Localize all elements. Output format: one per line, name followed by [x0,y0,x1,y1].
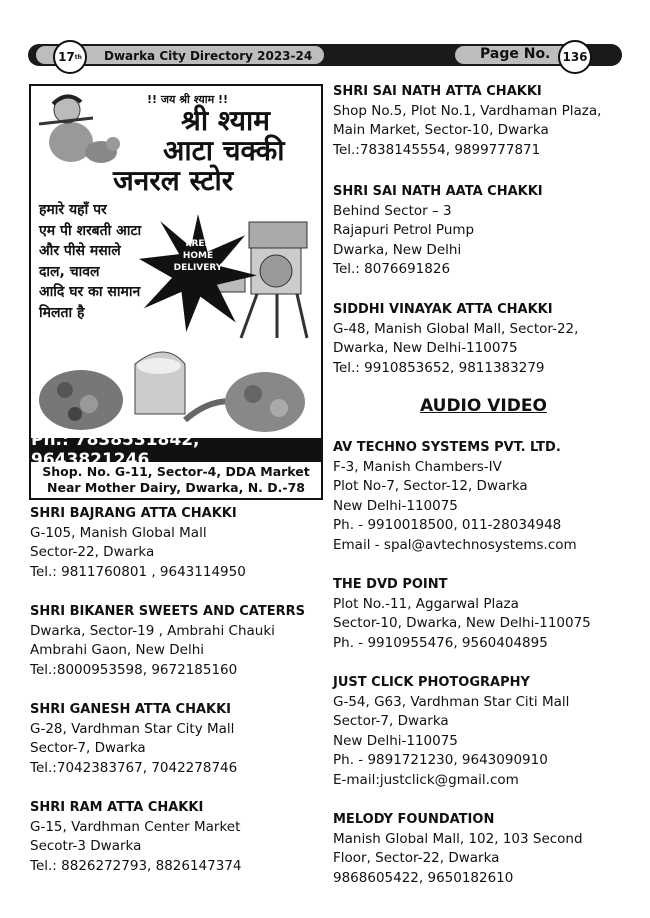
grains-and-spices-illustration [35,334,317,434]
edition-badge [53,40,87,74]
ad-invocation: !! जय श्री श्याम !! [147,93,229,106]
ad-address-line1: Shop. No. G-11, Sector-4, DDA Market [42,464,310,479]
listing-line: G-28, Vardhman Star City Mall [30,720,235,737]
listing-line: G-48, Manish Global Mall, Sector-22, [333,320,579,337]
listing-entry [30,602,330,680]
listing-line: 9868605422, 9650182610 [333,869,514,886]
listing-name: SHRI RAM ATTA CHAKKI [30,800,204,815]
ad-title-line2: आटा चक्की [163,134,285,167]
listing-line: Tel.: 9811760801 , 9643114950 [30,563,246,580]
ad-line: दाल, चावल [39,263,100,280]
listing-entry [333,575,633,653]
listing-entry [333,673,633,791]
edition-suffix: th [74,53,82,61]
email-link[interactable]: E-mail:justclick@gmail.com [333,771,519,788]
ad-line: और पीसे मसाले [39,243,121,259]
listing-name: SHRI SAI NATH ATTA CHAKKI [333,84,542,99]
ad-phone: Ph.: 7838531842, 9643821246 [31,438,321,462]
listing-line: Tel.:7042383767, 7042278746 [30,759,238,776]
listing-name: JUST CLICK PHOTOGRAPHY [333,675,530,690]
listing-name: AV TECHNO SYSTEMS PVT. LTD. [333,440,561,455]
ad-address [31,464,321,496]
listing-line: Manish Global Mall, 102, 103 Second [333,830,583,847]
listing-entry [333,810,633,888]
listing-entry [333,182,633,280]
listing-entry [333,82,633,160]
ad-title-line3: जनरल स्टोर [113,164,234,197]
ad-title-line1: श्री श्याम [181,104,270,137]
listing-line: Ph. - 9910955476, 9560404895 [333,634,548,651]
ad-line: आदि घर का सामान [39,284,141,300]
listing-entry [30,504,330,582]
ad-line: मिलता है [39,304,85,321]
advertisement [29,84,323,500]
listing-entry [333,438,633,556]
ad-line: हमारे यहाँ पर [39,202,107,218]
listing-line: Rajapuri Petrol Pump [333,222,475,239]
page-number-badge [558,40,592,74]
listing-entry [30,798,330,876]
listing-line: G-15, Vardhman Center Market [30,818,241,835]
badge-line: FREE [185,239,211,249]
edition-number: 17 [58,50,75,64]
listing-line: Sector-22, Dwarka [30,544,155,561]
listing-name: SIDDHI VINAYAK ATTA CHAKKI [333,302,553,317]
email-link[interactable]: Email - spal@avtechnosystems.com [333,536,577,553]
listing-line: Dwarka, Sector-19 , Ambrahi Chauki [30,622,275,639]
badge-line: DELIVERY [173,263,223,273]
listing-line: Tel.: 8826272793, 8826147374 [30,857,242,874]
listing-line: Sector-7, Dwarka [30,740,146,757]
page-label: Page No. [480,46,551,62]
listing-entry [333,300,633,378]
listing-line: Tel.:8000953598, 9672185160 [30,661,238,678]
badge-line: HOME [182,251,214,261]
listing-name: SHRI GANESH ATTA CHAKKI [30,702,232,717]
listing-line: Behind Sector – 3 [333,202,452,219]
listing-line: G-54, G63, Vardhman Star Citi Mall [333,693,570,710]
section-heading-audio-video: AUDIO VIDEO [420,396,547,416]
listing-line: Ph. - 9891721230, 9643090910 [333,752,548,769]
listing-line: Main Market, Sector-10, Dwarka [333,122,549,139]
listing-line: Shop No.5, Plot No.1, Vardhaman Plaza, [333,102,602,119]
listing-line: New Delhi-110075 [333,497,458,514]
ad-description [39,200,141,323]
listing-name: SHRI BAJRANG ATTA CHAKKI [30,506,237,521]
krishna-illustration [35,90,121,170]
page-number: 136 [562,50,588,64]
listing-name: MELODY FOUNDATION [333,812,495,827]
free-home-delivery-text [161,238,235,274]
listing-line: Tel.: 8076691826 [333,261,451,278]
listing-line: Plot No-7, Sector-12, Dwarka [333,478,528,495]
listing-line: Sector-7, Dwarka [333,713,449,730]
listing-line: Tel.:7838145554, 9899777871 [333,141,541,158]
listing-line: Ambrahi Gaon, New Delhi [30,642,205,659]
listing-entry [30,700,330,778]
ad-address-line2: Near Mother Dairy, Dwarka, N. D.-78 [47,480,305,495]
listing-name: THE DVD POINT [333,577,448,592]
ad-line: एम पी शरबती आटा [39,222,142,239]
listing-line: Plot No.-11, Aggarwal Plaza [333,595,519,612]
directory-title: Dwarka City Directory 2023-24 [104,49,313,63]
listing-name: SHRI SAI NATH AATA CHAKKI [333,184,543,199]
listing-line: Floor, Sector-22, Dwarka [333,850,500,867]
listing-line: G-105, Manish Global Mall [30,524,207,541]
listing-line: New Delhi-110075 [333,732,458,749]
listing-line: Dwarka, New Delhi [333,241,462,258]
listing-name: SHRI BIKANER SWEETS AND CATERRS [30,604,305,619]
listing-line: Ph. - 9910018500, 011-28034948 [333,517,562,534]
listing-line: Sector-10, Dwarka, New Delhi-110075 [333,615,591,632]
listing-line: Secotr-3 Dwarka [30,838,142,855]
listing-line: F-3, Manish Chambers-IV [333,458,502,475]
listing-line: Dwarka, New Delhi-110075 [333,340,518,357]
listing-line: Tel.: 9910853652, 9811383279 [333,359,545,376]
